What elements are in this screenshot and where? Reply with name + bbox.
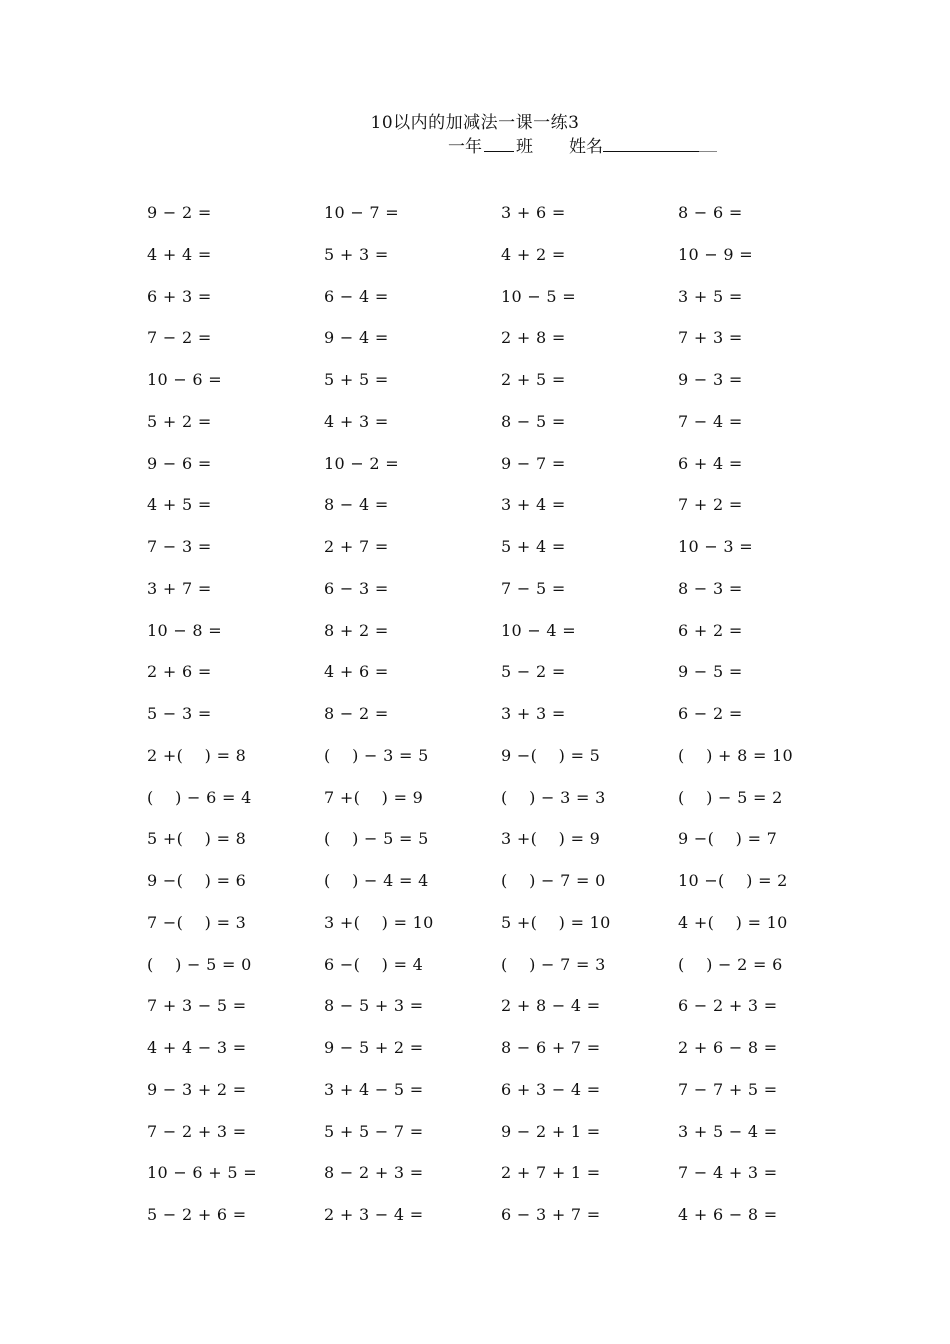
problem-grid <box>147 202 847 1246</box>
math-problem: ( ) − 5 = 2 <box>678 787 783 807</box>
math-problem: 9 − 5 = <box>678 662 743 682</box>
math-problem: 2 + 8 − 4 = <box>501 996 601 1016</box>
math-problem: 3 + 4 − 5 = <box>324 1079 424 1099</box>
math-problem: 5 − 3 = <box>147 704 212 723</box>
math-problem: 7 − 4 = <box>678 411 743 431</box>
math-problem: ( ) + 8 = 10 <box>678 745 794 765</box>
name-blank[interactable] <box>603 136 699 152</box>
math-problem: 6 − 3 + 7 = <box>501 1205 601 1224</box>
math-problem: 8 − 5 + 3 = <box>324 996 424 1016</box>
class-number-blank[interactable] <box>484 136 514 152</box>
math-problem: 4 +( ) = 10 <box>678 912 788 932</box>
math-problem: 10 − 8 = <box>147 620 223 640</box>
math-problem: ( ) − 5 = 0 <box>147 954 252 974</box>
math-problem: 10 − 3 = <box>678 537 754 556</box>
math-problem: 5 + 5 − 7 = <box>324 1121 424 1141</box>
math-problem: 7 − 3 = <box>147 537 212 556</box>
math-problem: 9 − 3 + 2 = <box>147 1079 247 1099</box>
math-problem: 6 − 2 + 3 = <box>678 996 778 1016</box>
math-problem: 3 + 5 − 4 = <box>678 1121 778 1141</box>
math-problem: 2 + 7 = <box>324 537 389 556</box>
math-problem: 2 + 5 = <box>501 370 566 389</box>
class-label: 班 <box>516 137 533 157</box>
math-problem: 5 + 4 = <box>501 537 566 556</box>
name-blank-tail <box>699 136 717 152</box>
math-problem: 5 + 3 = <box>324 244 389 264</box>
math-problem: ( ) − 4 = 4 <box>324 871 429 890</box>
math-problem: 5 +( ) = 8 <box>147 829 247 849</box>
worksheet-title: 10以内的加减法一课一练3 <box>370 113 580 133</box>
math-problem: 7 + 2 = <box>678 495 743 515</box>
math-problem: 10 − 5 = <box>501 286 577 306</box>
math-problem: 4 + 2 = <box>501 244 566 264</box>
math-problem: ( ) − 7 = 3 <box>501 954 606 974</box>
math-problem: 4 + 4 − 3 = <box>147 1038 247 1057</box>
math-problem: 8 − 6 = <box>678 203 743 222</box>
math-problem: 8 − 5 = <box>501 411 566 431</box>
math-problem: 7 − 7 + 5 = <box>678 1079 778 1099</box>
math-problem: 3 + 5 = <box>678 286 743 306</box>
math-problem: 5 +( ) = 10 <box>501 912 611 932</box>
math-problem: 10 − 2 = <box>324 453 400 473</box>
math-problem: 6 + 4 = <box>678 453 743 473</box>
math-problem: 10 −( ) = 2 <box>678 871 788 890</box>
math-problem: 4 + 6 − 8 = <box>678 1205 778 1224</box>
math-problem: 10 − 6 + 5 = <box>147 1163 257 1183</box>
math-problem: 8 − 6 + 7 = <box>501 1038 601 1057</box>
math-problem: 10 − 9 = <box>678 244 754 264</box>
math-problem: 4 + 5 = <box>147 495 212 515</box>
math-problem: ( ) − 7 = 0 <box>501 871 606 890</box>
math-problem: 6 + 2 = <box>678 620 743 640</box>
math-problem: 9 − 4 = <box>324 328 389 348</box>
math-problem: 2 + 8 = <box>501 328 566 348</box>
math-problem: ( ) − 6 = 4 <box>147 787 252 807</box>
math-problem: 5 − 2 = <box>501 662 566 682</box>
math-problem: 8 − 2 + 3 = <box>324 1163 424 1183</box>
math-problem: 3 +( ) = 9 <box>501 829 601 849</box>
math-problem: 2 +( ) = 8 <box>147 745 247 765</box>
math-problem: 9 − 2 + 1 = <box>501 1121 601 1141</box>
math-problem: 7 − 4 + 3 = <box>678 1163 778 1183</box>
math-problem: 8 + 2 = <box>324 620 389 640</box>
name-label: 姓名 <box>569 137 603 157</box>
math-problem: 9 − 2 = <box>147 203 212 222</box>
math-problem: ( ) − 3 = 5 <box>324 745 429 765</box>
math-problem: 8 − 3 = <box>678 578 743 598</box>
math-problem: 6 −( ) = 4 <box>324 954 424 974</box>
math-problem: 5 + 5 = <box>324 370 389 389</box>
math-problem: ( ) − 5 = 5 <box>324 829 429 849</box>
math-problem: 6 + 3 = <box>147 286 212 306</box>
math-problem: ( ) − 3 = 3 <box>501 787 606 807</box>
math-problem: 9 − 5 + 2 = <box>324 1038 424 1057</box>
math-problem: 9 −( ) = 7 <box>678 829 778 849</box>
math-problem: 8 − 2 = <box>324 704 389 723</box>
math-problem: 9 −( ) = 6 <box>147 871 247 890</box>
math-problem: 7 +( ) = 9 <box>324 787 424 807</box>
math-problem: 2 + 3 − 4 = <box>324 1205 424 1224</box>
math-problem: 7 − 2 = <box>147 328 212 348</box>
math-problem: 6 − 2 = <box>678 704 743 723</box>
student-info-line <box>448 136 717 158</box>
math-problem: 10 − 4 = <box>501 620 577 640</box>
math-problem: 2 + 6 − 8 = <box>678 1038 778 1057</box>
math-problem: ( ) − 2 = 6 <box>678 954 783 974</box>
math-problem: 5 + 2 = <box>147 411 212 431</box>
math-problem: 8 − 4 = <box>324 495 389 515</box>
math-problem: 3 + 7 = <box>147 578 212 598</box>
math-problem: 6 + 3 − 4 = <box>501 1079 601 1099</box>
math-problem: 9 −( ) = 5 <box>501 745 601 765</box>
math-problem: 7 −( ) = 3 <box>147 912 247 932</box>
math-problem: 7 + 3 − 5 = <box>147 996 247 1016</box>
math-problem: 4 + 3 = <box>324 411 389 431</box>
math-problem: 9 − 7 = <box>501 453 566 473</box>
math-problem: 7 − 5 = <box>501 578 566 598</box>
math-problem: 3 + 6 = <box>501 203 566 222</box>
math-problem: 2 + 7 + 1 = <box>501 1163 601 1183</box>
math-problem: 10 − 6 = <box>147 370 223 389</box>
math-problem: 5 − 2 + 6 = <box>147 1205 247 1224</box>
math-problem: 9 − 6 = <box>147 453 212 473</box>
math-problem: 4 + 4 = <box>147 244 212 264</box>
grade-label: 一年 <box>448 137 482 157</box>
math-problem: 3 + 4 = <box>501 495 566 515</box>
math-problem: 6 − 4 = <box>324 286 389 306</box>
math-problem: 7 + 3 = <box>678 328 743 348</box>
math-problem: 6 − 3 = <box>324 578 389 598</box>
math-problem: 3 +( ) = 10 <box>324 912 434 932</box>
math-problem: 9 − 3 = <box>678 370 743 389</box>
math-problem: 10 − 7 = <box>324 203 400 222</box>
math-problem: 2 + 6 = <box>147 662 212 682</box>
math-problem: 7 − 2 + 3 = <box>147 1121 247 1141</box>
math-problem: 4 + 6 = <box>324 662 389 682</box>
math-problem: 3 + 3 = <box>501 704 566 723</box>
